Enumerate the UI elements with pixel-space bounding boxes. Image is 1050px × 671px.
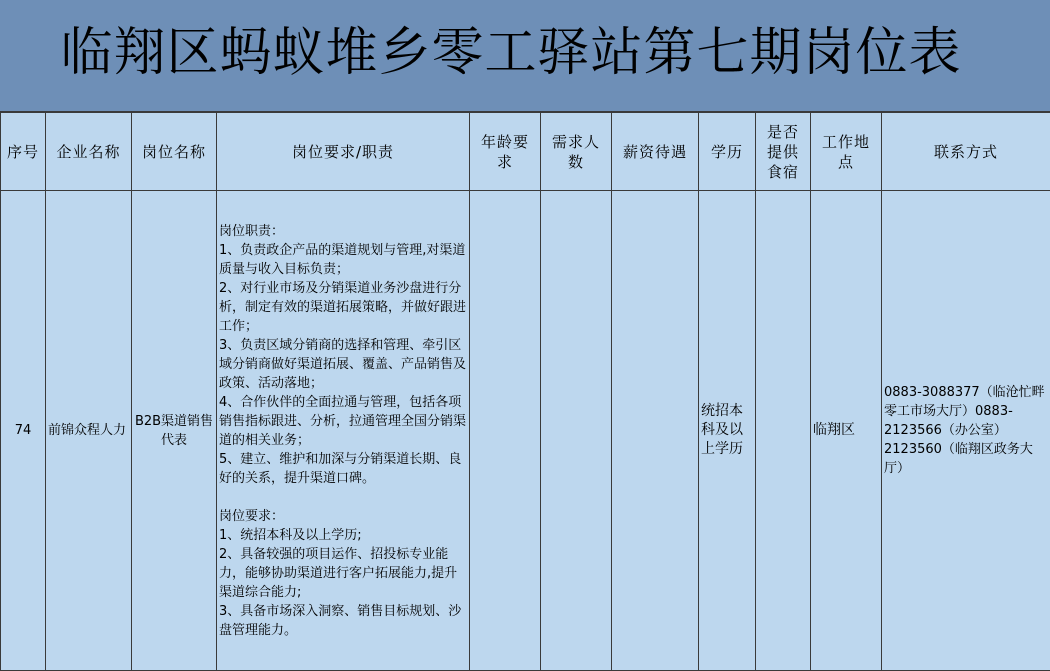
header-location: 工作地点 bbox=[811, 113, 882, 191]
table-row bbox=[1, 191, 1050, 671]
header-count: 需求人数 bbox=[541, 113, 612, 191]
header-age: 年龄要求 bbox=[470, 113, 541, 191]
cell-board bbox=[756, 191, 811, 671]
title-banner bbox=[0, 0, 1050, 112]
header-seq: 序号 bbox=[1, 113, 46, 191]
cell-location: 临翔区 bbox=[811, 191, 882, 671]
cell-position: B2B渠道销售代表 bbox=[132, 191, 217, 671]
header-requirements: 岗位要求/职责 bbox=[217, 113, 470, 191]
cell-seq: 74 bbox=[1, 191, 46, 671]
header-salary: 薪资待遇 bbox=[612, 113, 699, 191]
header-company: 企业名称 bbox=[46, 113, 132, 191]
cell-contact: 0883-3088377（临沧忙畔零工市场大厅）0883-2123566（办公室）2123560（临翔区政务大厅） bbox=[882, 191, 1050, 671]
job-table bbox=[0, 112, 1050, 671]
page-title: 临翔区蚂蚁堆乡零工驿站第七期岗位表 bbox=[0, 18, 1022, 88]
header-board: 是否提供食宿 bbox=[756, 113, 811, 191]
header-position: 岗位名称 bbox=[132, 113, 217, 191]
cell-count bbox=[541, 191, 612, 671]
header-education: 学历 bbox=[699, 113, 756, 191]
header-row bbox=[1, 113, 1050, 191]
cell-salary bbox=[612, 191, 699, 671]
header-contact: 联系方式 bbox=[882, 113, 1050, 191]
cell-company: 前锦众程人力 bbox=[46, 191, 132, 671]
cell-age bbox=[470, 191, 541, 671]
cell-education: 统招本科及以上学历 bbox=[699, 191, 756, 671]
cell-requirements: 岗位职责： 1、负责政企产品的渠道规划与管理,对渠道质量与收入目标负责； 2、对行业市场及分销渠道业务沙盘进行分析，制定有效的渠道拓展策略，并做好跟进工作； 3、负责区域分销商的选择和管理、牵引区域分销商做好渠道拓展、覆盖、产品销售及政策、活动落地； 4、合作伙伴的全面拉通与管理，包括各项销售指标跟进、分析，拉通管理全国分销渠道的相关业务； 5、建立、维护和加深与分销渠道长期、良好的关系，提升渠道口碑。 岗位要求： 1、统招本科及以上学历; 2、具备较强的项目运作、招投标专业能力，能够协助渠道进行客户拓展能力,提升渠道综合能力; 3、具备市场深入洞察、销售目标规划、沙盘管理能力。 bbox=[217, 191, 470, 671]
